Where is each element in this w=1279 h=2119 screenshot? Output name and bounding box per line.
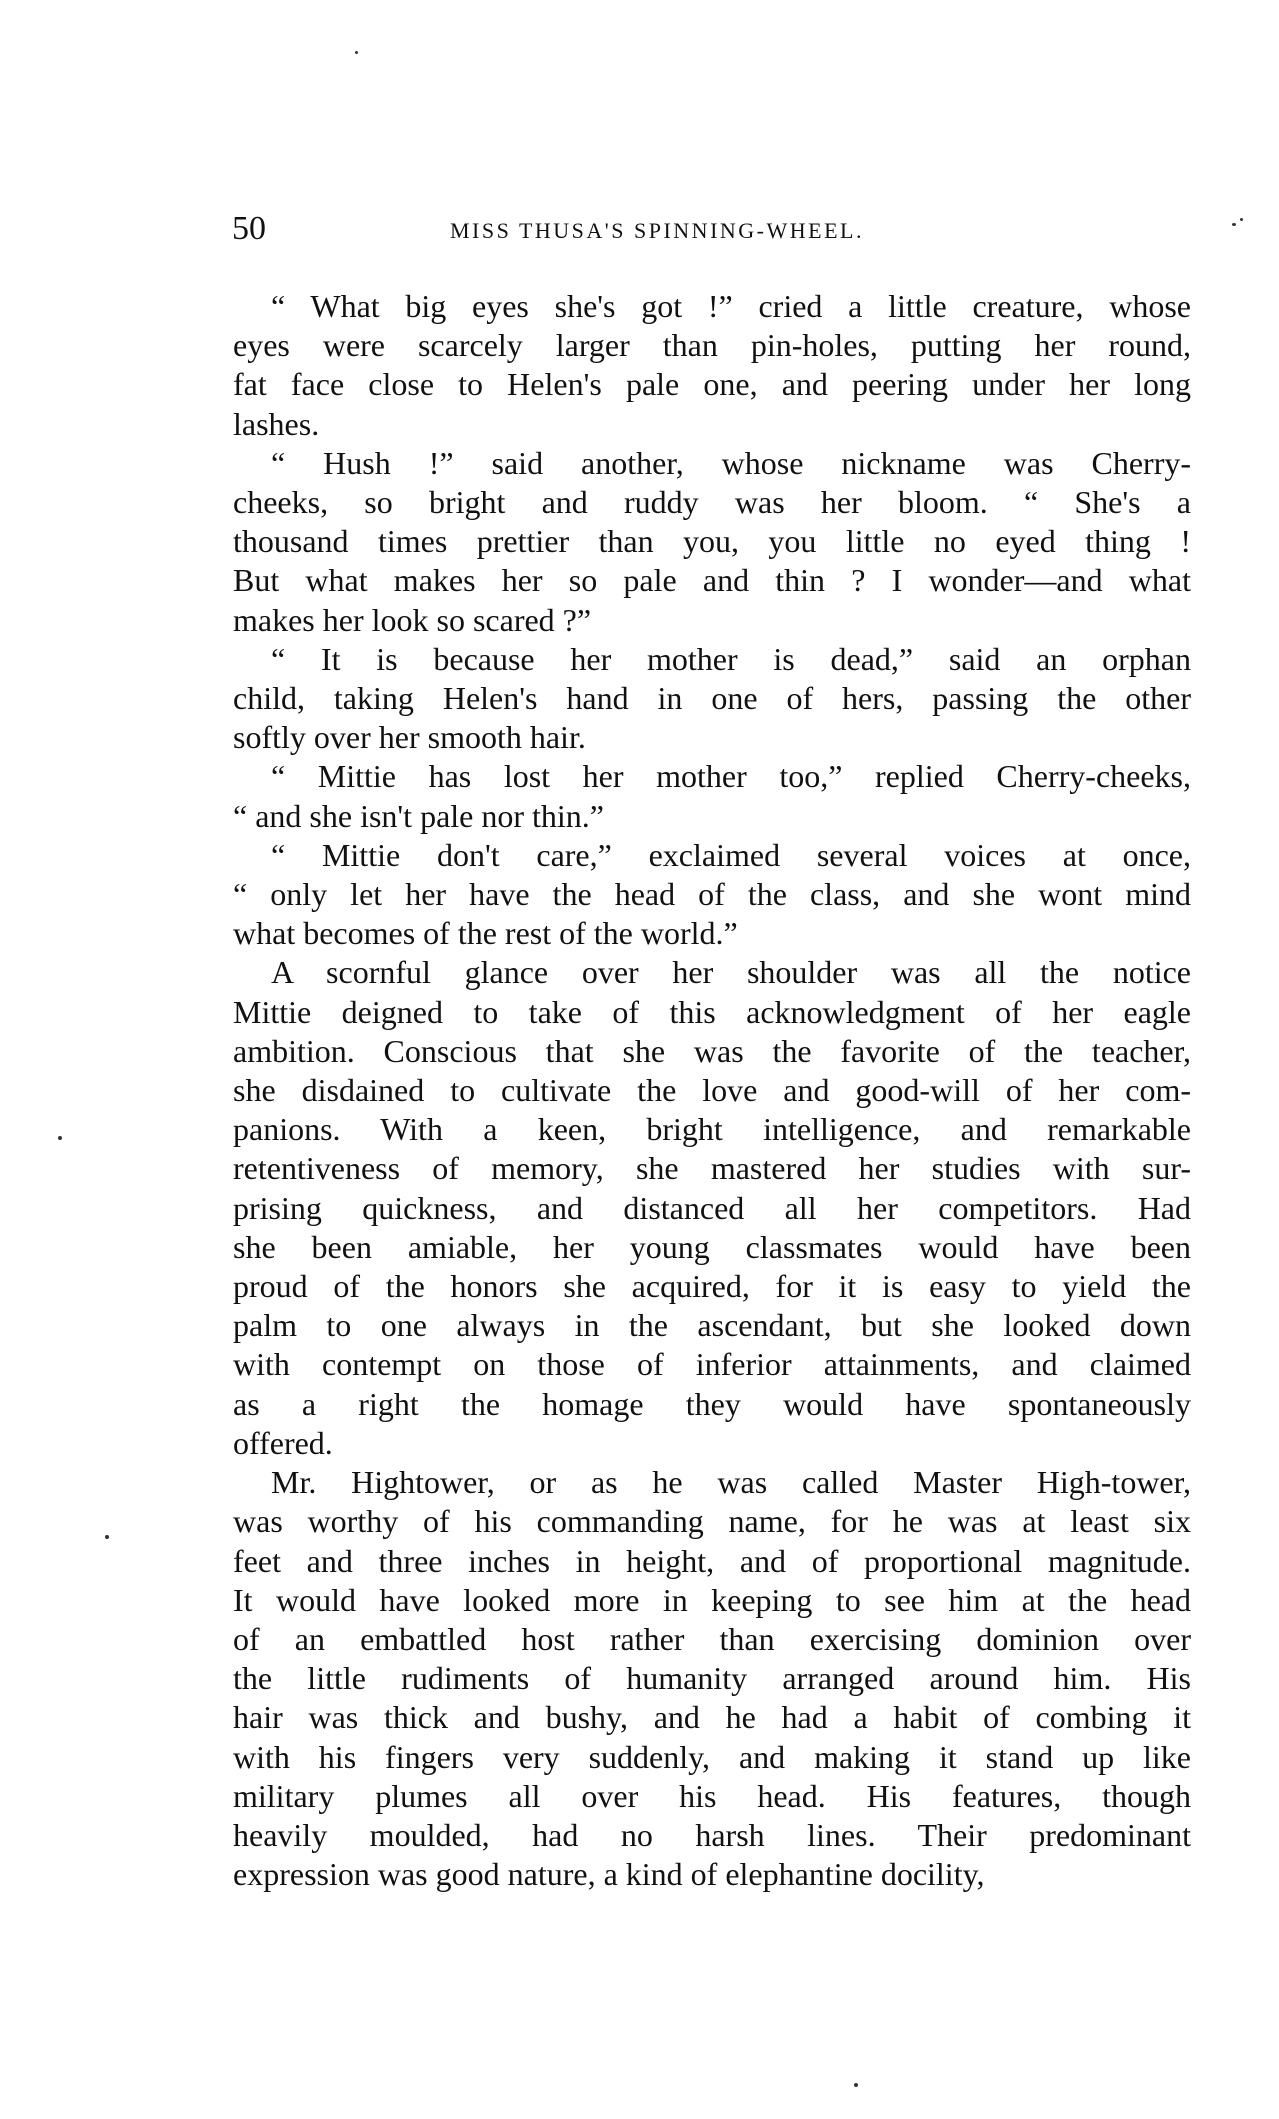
text-line: “ It is because her mother is dead,” said an orphan [271,640,1191,677]
paragraph [233,953,1191,1463]
paragraph [233,757,1191,835]
text-line: she been amiable, her young classmates would have been [233,1228,1191,1265]
text-line: thousand times prettier than you, you little no eyed thing ! [233,523,1191,560]
text-line: ambition. Conscious that she was the favorite of the teacher, [233,1032,1191,1069]
text-line: child, taking Helen's hand in one of hers, passing the other [233,680,1191,717]
text-line: the little rudiments of humanity arranged around him. His [233,1660,1191,1697]
text-line: Mr. Hightower, or as he was called Master High-tower, [271,1464,1191,1501]
running-title: MISS THUSA'S SPINNING-WHEEL. [450,218,864,243]
text-line: lashes. [233,405,320,442]
text-line: as a right the homage they would have spontaneously [233,1385,1191,1422]
text-line: cheeks, so bright and ruddy was her bloom. “ She's a [233,484,1191,521]
text-line: palm to one always in the ascendant, but she looked down [233,1307,1191,1344]
text-line: retentiveness of memory, she mastered her studies with sur- [233,1150,1191,1187]
text-line: offered. [233,1424,333,1461]
text-line: of an embattled host rather than exercising dominion over [233,1620,1191,1657]
text-line: Mittie deigned to take of this acknowledgment of her eagle [233,993,1191,1030]
text-line: But what makes her so pale and thin ? I wonder—and what [233,562,1191,599]
text-line: expression was good nature, a kind of elephantine docility, [233,1856,985,1893]
stray-mark-left-2 [105,1535,109,1539]
text-line: A scornful glance over her shoulder was all the notice [271,954,1191,991]
stray-mark-left [58,1136,62,1140]
text-line: what becomes of the rest of the world.” [233,915,738,952]
paragraph [233,640,1191,758]
paragraph [233,444,1191,640]
text-line: eyes were scarcely larger than pin-holes, putting her round, [233,327,1191,364]
paragraph [233,836,1191,954]
text-line: panions. With a keen, bright intelligence, and remarkable [233,1111,1191,1148]
paragraph [233,1463,1191,1894]
text-line: with contempt on those of inferior attainments, and claimed [233,1346,1191,1383]
stray-mark-top [355,51,358,54]
text-line: prising quickness, and distanced all her competitors. Had [233,1189,1191,1226]
text-line: with his fingers very suddenly, and making it stand up like [233,1738,1191,1775]
stray-mark-bottom [854,2083,858,2087]
text-line: proud of the honors she acquired, for it is easy to yield the [233,1268,1191,1305]
text-line: was worthy of his commanding name, for he was at least six [233,1503,1191,1540]
text-line: feet and three inches in height, and of proportional magnitude. [233,1542,1191,1579]
text-line: military plumes all over his head. His features, though [233,1777,1191,1814]
page-number: 50 [232,210,266,247]
body-text [233,287,1191,1894]
text-line: It would have looked more in keeping to see him at the head [233,1581,1191,1618]
text-line: hair was thick and bushy, and he had a habit of combing it [233,1699,1191,1736]
text-line: fat face close to Helen's pale one, and peering under her long [233,366,1191,403]
text-line: heavily moulded, had no harsh lines. Their predominant [233,1816,1191,1853]
text-line: “ Hush !” said another, whose nickname was Cherry- [271,444,1191,481]
text-line: she disdained to cultivate the love and good-will of her com- [233,1072,1191,1109]
text-line: “ Mittie don't care,” exclaimed several voices at once, [271,836,1191,873]
running-header [228,207,1248,251]
text-line: “ only let her have the head of the class, and she wont mind [233,876,1191,913]
text-line: “ and she isn't pale nor thin.” [233,797,604,834]
text-line: makes her look so scared ?” [233,601,592,638]
text-line: “ Mittie has lost her mother too,” replied Cherry-cheeks, [271,758,1191,795]
paragraph [233,287,1191,444]
text-line: softly over her smooth hair. [233,719,586,756]
text-line: “ What big eyes she's got !” cried a little creature, whose [271,288,1191,324]
